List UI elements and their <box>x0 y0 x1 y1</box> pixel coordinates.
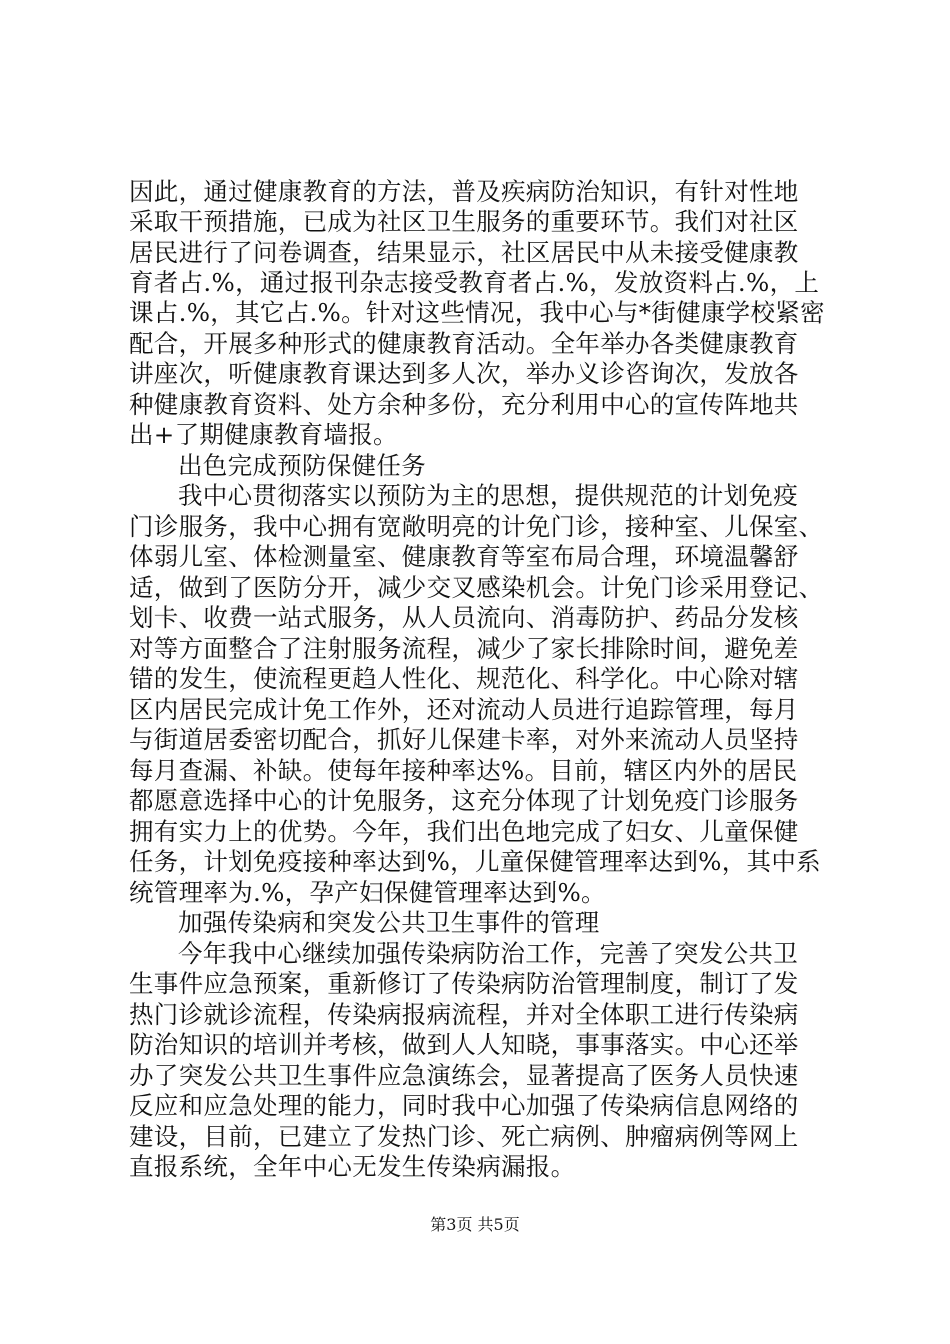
paragraph-line: 门诊服务，我中心拥有宽敞明亮的计免门诊，接种室、儿保室、 <box>129 512 824 541</box>
paragraph-line: 错的发生，使流程更趋人性化、规范化、科学化。中心除对辖 <box>129 664 799 693</box>
paragraph-line: 任务，计划免疫接种率达到%，儿童保健管理率达到%，其中系 <box>129 847 821 876</box>
paragraph-line: 生事件应急预案，重新修订了传染病防治管理制度，制订了发 <box>129 969 799 998</box>
paragraph-line: 采取干预措施，已成为社区卫生服务的重要环节。我们对社区 <box>129 207 799 236</box>
paragraph-line: 每月查漏、补缺。使每年接种率达%。目前，辖区内外的居民 <box>129 756 798 785</box>
paragraph-line: 热门诊就诊流程，传染病报病流程，并对全体职工进行传染病 <box>129 1000 799 1029</box>
paragraph-line: 因此，通过健康教育的方法，普及疾病防治知识，有针对性地 <box>129 177 799 206</box>
paragraph-line: 都愿意选择中心的计免服务，这充分体现了计划免疫门诊服务 <box>129 786 799 815</box>
paragraph-line: 讲座次，听健康教育课达到多人次，举办义诊咨询次，发放各 <box>129 359 799 388</box>
paragraph-line: 课占.%，其它占.%。针对这些情况，我中心与*街健康学校紧密 <box>129 298 825 327</box>
paragraph-line: 反应和应急处理的能力，同时我中心加强了传染病信息网络的 <box>129 1091 799 1120</box>
page-footer: 第3页 共5页 <box>430 1215 520 1234</box>
paragraph-line: 区内居民完成计免工作外，还对流动人员进行追踪管理，每月 <box>129 695 799 724</box>
paragraph-line: 直报系统，全年中心无发生传染病漏报。 <box>129 1152 576 1181</box>
paragraph-line: 出+了期健康教育墙报。 <box>129 420 398 449</box>
paragraph-line: 办了突发公共卫生事件应急演练会，显著提高了医务人员快速 <box>129 1061 799 1090</box>
paragraph-line: 防治知识的培训并考核，做到人人知晓，事事落实。中心还举 <box>129 1030 799 1059</box>
paragraph-line: 适，做到了医防分开，减少交叉感染机会。计免门诊采用登记、 <box>129 573 824 602</box>
paragraph-line: 统管理率为.%，孕产妇保健管理率达到%。 <box>129 878 606 907</box>
paragraph-line: 与街道居委密切配合，抓好儿保建卡率，对外来流动人员坚持 <box>129 725 799 754</box>
paragraph-line: 体弱儿室、体检测量室、健康教育等室布局合理，环境温馨舒 <box>129 542 799 571</box>
section-heading: 出色完成预防保健任务 <box>178 451 426 480</box>
paragraph-line: 建设，目前，已建立了发热门诊、死亡病例、肿瘤病例等网上 <box>129 1122 799 1151</box>
paragraph-line: 居民进行了问卷调查，结果显示，社区居民中从未接受健康教 <box>129 238 799 267</box>
section-heading: 加强传染病和突发公共卫生事件的管理 <box>178 908 600 937</box>
paragraph-line: 今年我中心继续加强传染病防治工作，完善了突发公共卫 <box>178 939 798 968</box>
paragraph-line: 育者占.%，通过报刊杂志接受教育者占.%，发放资料占.%，上 <box>129 268 820 297</box>
paragraph-line: 对等方面整合了注射服务流程，减少了家长排除时间，避免差 <box>129 634 799 663</box>
paragraph-line: 配合，开展多种形式的健康教育活动。全年举办各类健康教育 <box>129 329 799 358</box>
paragraph-line: 划卡、收费一站式服务，从人员流向、消毒防护、药品分发核 <box>129 603 799 632</box>
paragraph-line: 拥有实力上的优势。今年，我们出色地完成了妇女、儿童保健 <box>129 817 799 846</box>
paragraph-line: 种健康教育资料、处方余种多份，充分利用中心的宣传阵地共 <box>129 390 799 419</box>
paragraph-line: 我中心贯彻落实以预防为主的思想，提供规范的计划免疫 <box>178 481 798 510</box>
